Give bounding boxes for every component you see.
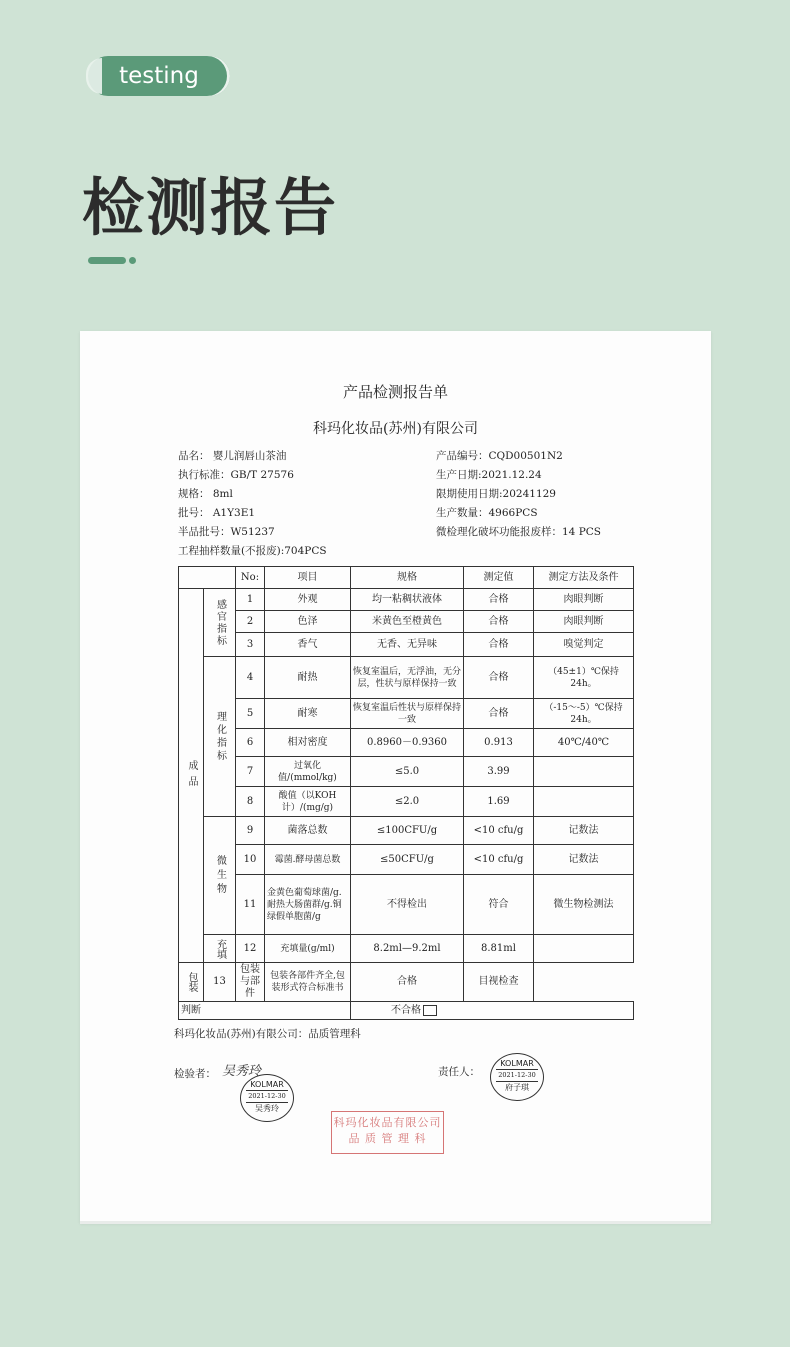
- table-row: [179, 875, 634, 935]
- table-header-row: [179, 567, 634, 589]
- responsible-label: 责任人：: [438, 1066, 480, 1078]
- row-item: 菌落总数: [265, 817, 351, 845]
- judge-label: 判断: [181, 1004, 201, 1016]
- row-method: 肉眼判断: [534, 611, 634, 633]
- fail-label: 不合格: [391, 1004, 421, 1016]
- report-document: [80, 331, 711, 1223]
- row-method: 目视检查: [464, 963, 534, 1002]
- stamp-date: 2021-12-30: [246, 1090, 288, 1103]
- row-spec: 8.2ml—9.2ml: [351, 935, 464, 963]
- row-no: 8: [236, 787, 265, 817]
- inspector-signature: 吴秀玲: [222, 1064, 262, 1079]
- row-method: （-15～-5）℃保持24h。: [534, 699, 634, 729]
- info-batch: 批号： A1Y3E1: [178, 507, 256, 519]
- row-method: 40℃/40℃: [534, 729, 634, 757]
- group-pack: 包装: [179, 963, 204, 1002]
- info-spec: 规格： 8ml: [178, 488, 233, 500]
- testing-badge: [88, 56, 230, 96]
- row-no: 3: [236, 633, 265, 657]
- title-dot: [129, 257, 136, 264]
- table-row: [179, 729, 634, 757]
- row-no: 5: [236, 699, 265, 729]
- report-company: 科玛化妆品(苏州)有限公司: [313, 421, 478, 437]
- row-item: 包装与部件: [236, 963, 265, 1002]
- row-spec: ≤50CFU/g: [351, 845, 464, 875]
- row-method: （45±1）℃保持24h。: [534, 657, 634, 699]
- row-no: 2: [236, 611, 265, 633]
- group-sensory: 感官指标: [204, 589, 236, 657]
- stamp-name: 府子琪: [505, 1083, 529, 1092]
- stamp-name: 吴秀玲: [255, 1104, 279, 1113]
- header-item: 项目: [265, 567, 351, 589]
- row-no: 7: [236, 757, 265, 787]
- group-physchem: 理化指标: [204, 657, 236, 817]
- info-sample-qty: 工程抽样数量(不报废):704PCS: [178, 545, 327, 557]
- row-spec: 包装各部件齐全,包装形式符合标准书: [265, 963, 351, 1002]
- row-value: 1.69: [464, 787, 534, 817]
- responsible-stamp: [490, 1053, 544, 1101]
- row-spec: 米黄色至橙黄色: [351, 611, 464, 633]
- row-item: 充填量(g/ml): [265, 935, 351, 963]
- row-item: 酸值（以KOH计）/(mg/g): [265, 787, 351, 817]
- report-table: [178, 566, 634, 1020]
- row-item: 外观: [265, 589, 351, 611]
- info-name: 品名： 婴儿润唇山茶油: [178, 450, 287, 462]
- row-value: 合格: [464, 589, 534, 611]
- table-row: [179, 817, 634, 845]
- row-spec: 0.8960－0.9360: [351, 729, 464, 757]
- row-value: 合格: [464, 699, 534, 729]
- row-value: 合格: [464, 657, 534, 699]
- row-item: 金黄色葡萄球菌/g.耐热大肠菌群/g.铜绿假单胞菌/g: [265, 875, 351, 935]
- table-row: [179, 699, 634, 729]
- paper-edge: [80, 1221, 711, 1224]
- row-method: 记数法: [534, 845, 634, 875]
- row-method: [534, 787, 634, 817]
- group-main: 成品: [179, 589, 204, 963]
- row-value: <10 cfu/g: [464, 845, 534, 875]
- row-item: 相对密度: [265, 729, 351, 757]
- red-stamp-company: 科玛化妆品有限公司: [333, 1116, 442, 1129]
- report-title: 产品检测报告单: [342, 383, 448, 401]
- info-prod-date: 生产日期:2021.12.24: [436, 469, 542, 481]
- page-title: 检测报告: [82, 171, 339, 244]
- row-value: 合格: [464, 611, 534, 633]
- row-value: 0.913: [464, 729, 534, 757]
- row-value: <10 cfu/g: [464, 817, 534, 845]
- stamp-brand: KOLMAR: [500, 1059, 534, 1068]
- row-method: [534, 757, 634, 787]
- row-spec: 无香、无异味: [351, 633, 464, 657]
- row-method: 嗅觉判定: [534, 633, 634, 657]
- table-row: [179, 633, 634, 657]
- row-method: 肉眼判断: [534, 589, 634, 611]
- row-spec: 恢复室温后，无浮油，无分层，性状与原样保持一致: [351, 657, 464, 699]
- table-row: [179, 611, 634, 633]
- table-row: [179, 845, 634, 875]
- row-no: 12: [236, 935, 265, 963]
- title-underline: [88, 257, 126, 264]
- row-item: 色泽: [265, 611, 351, 633]
- company-red-stamp: [331, 1111, 444, 1154]
- row-method: 微生物检测法: [534, 875, 634, 935]
- info-micro-sample: 微检理化破坏功能报废样：14 PCS: [436, 526, 601, 538]
- row-item: 耐热: [265, 657, 351, 699]
- row-spec: ≤2.0: [351, 787, 464, 817]
- row-spec: 不得检出: [351, 875, 464, 935]
- row-value: 合格: [351, 963, 464, 1002]
- table-row: [179, 935, 634, 963]
- info-semi-batch: 半品批号：W51237: [178, 526, 275, 538]
- row-method: 记数法: [534, 817, 634, 845]
- header-no: No:: [236, 567, 265, 589]
- row-item: 香气: [265, 633, 351, 657]
- row-no: 13: [204, 963, 236, 1002]
- row-spec: ≤100CFU/g: [351, 817, 464, 845]
- row-no: 4: [236, 657, 265, 699]
- header-value: 测定值: [464, 567, 534, 589]
- row-value: 符合: [464, 875, 534, 935]
- info-expiry: 限期使用日期:20241129: [436, 488, 556, 500]
- row-no: 6: [236, 729, 265, 757]
- row-no: 9: [236, 817, 265, 845]
- table-row: [179, 657, 634, 699]
- table-row: [179, 757, 634, 787]
- stamp-brand: KOLMAR: [250, 1080, 284, 1089]
- department-line: 科玛化妆品(苏州)有限公司：品质管理科: [174, 1028, 361, 1040]
- header-spec: 规格: [351, 567, 464, 589]
- inspector-label: 检验者：: [174, 1068, 216, 1080]
- group-micro: 微生物: [204, 817, 236, 935]
- testing-badge-label: testing: [119, 63, 199, 89]
- row-item: 耐寒: [265, 699, 351, 729]
- group-fill: 充填: [204, 935, 236, 963]
- row-value: 合格: [464, 633, 534, 657]
- row-spec: ≤5.0: [351, 757, 464, 787]
- row-no: 11: [236, 875, 265, 935]
- table-row: [179, 787, 634, 817]
- info-prod-qty: 生产数量：4966PCS: [436, 507, 538, 519]
- row-no: 10: [236, 845, 265, 875]
- row-no: 1: [236, 589, 265, 611]
- inspector-stamp: [240, 1074, 294, 1122]
- row-item: 过氧化值/(mmol/kg): [265, 757, 351, 787]
- fail-checkbox-icon: [423, 1005, 437, 1016]
- red-stamp-dept: 品 质 管 理 科: [348, 1132, 427, 1145]
- row-item: 霉菌.酵母菌总数: [265, 845, 351, 875]
- row-method: [534, 935, 634, 963]
- table-row: [179, 589, 634, 611]
- row-value: 3.99: [464, 757, 534, 787]
- fail-option: [351, 1002, 634, 1020]
- table-row: [179, 963, 634, 1002]
- row-value: 8.81ml: [464, 935, 534, 963]
- info-product-code: 产品编号：CQD00501N2: [436, 450, 563, 462]
- header-method: 测定方法及条件: [534, 567, 634, 589]
- stamp-date: 2021-12-30: [496, 1069, 538, 1082]
- row-spec: 均一粘稠状液体: [351, 589, 464, 611]
- info-standard: 执行标准：GB/T 27576: [178, 469, 294, 481]
- judge-row: [179, 1002, 634, 1020]
- row-spec: 恢复室温后性状与原样保持一致: [351, 699, 464, 729]
